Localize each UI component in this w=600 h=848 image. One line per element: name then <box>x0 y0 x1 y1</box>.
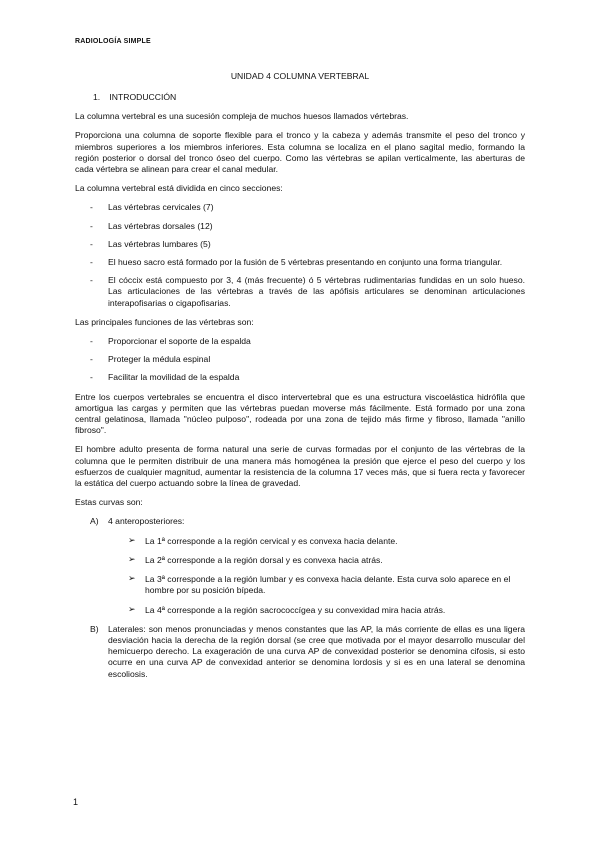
support-paragraph: Proporciona una columna de soporte flexible para el tronco y la cabeza y además transmite el peso del tronco y miembros superiores a los miembros inferiores. Esta columna se localiza en el plano sagital medio, formando la región posterior o dorsal del tronco óseo del cuerpo. Como las vértebras se apilan verticalmente, las aberturas de cada vértebra se alinean para crear el canal medular. <box>75 130 525 175</box>
curves-paragraph: El hombre adulto presenta de forma natural una serie de curvas formadas por el conjunto de las vértebras de la columna que le permiten distribuir de una manera más homogénea la presión que ejerce el peso del cuerpo y los esfuerzos de cualquier magnitud, aumentar la resistencia de la columna 17 veces más, que si fuera recta y favorecer la estática del cuerpo actuando sobre la línea de gravedad. <box>75 444 525 489</box>
arrow-bullet-icon: ➢ <box>128 534 136 545</box>
list-item: ➢ La 4ª corresponde a la región sacrococcígea y su convexidad mira hacia atrás. <box>128 603 446 615</box>
list-item: - Las vértebras lumbares (5) <box>90 238 211 249</box>
lateral-text: Laterales: son menos pronunciadas y menos constantes que las AP, la más corriente de ellas es una ligera desviación hacia la derecha de la región dorsal (se cree que motivada por el mayor desarrollo muscular del hemicuerpo derecho. La exageración de una curva AP de convexidad posterior se denomina cifosis, si esto ocurre en una curva AP de convexidad anterior se denomina lordosis y si es en una lateral se denomina escoliosis. <box>108 623 525 679</box>
list-item: ➢ La 2ª corresponde a la región dorsal y es convexa hacia atrás. <box>128 553 383 565</box>
section-label: INTRODUCCIÓN <box>109 92 177 102</box>
document-body <box>75 92 525 688</box>
list-item: ➢ La 1ª corresponde a la región cervical y es convexa hacia delante. <box>128 534 398 546</box>
list-item: - Las vértebras cervicales (7) <box>90 202 214 213</box>
list-item: ➢ La 3ª corresponde a la región lumbar y es convexa hacia delante. Esta curva solo aparece en el hombre por su posición bípeda. <box>128 573 511 596</box>
list-item: - Proporcionar el soporte de la espalda <box>90 336 251 347</box>
arrow-bullet-icon: ➢ <box>128 573 136 584</box>
functions-intro: Las principales funciones de las vértebras son: <box>75 316 254 327</box>
arrow-bullet-icon: ➢ <box>128 603 136 614</box>
item-label: 4 anteroposteriores: <box>108 516 185 527</box>
curves-intro: Estas curvas son: <box>75 497 143 508</box>
anteroposterior-heading <box>75 516 525 527</box>
unit-title: UNIDAD 4 COLUMNA VERTEBRAL <box>230 71 370 81</box>
intro-paragraph: La columna vertebral es una sucesión compleja de muchos huesos llamados vértebras. <box>75 111 409 122</box>
list-item: - Facilitar la movilidad de la espalda <box>90 372 240 383</box>
section-heading <box>93 92 525 103</box>
section-number: 1. <box>93 92 101 102</box>
item-letter: A) <box>90 516 99 527</box>
item-letter: B) <box>90 623 99 634</box>
disc-paragraph: Entre los cuerpos vertebrales se encuentra el disco intervertebral que es una estructura viscoelástica hidrófila que amortigua las cargas y permiten que las vértebras puedan moverse más fácilmente. Está formado por una zona central gelatinosa, llamada "núcleo pulposo", rodeada por una zona de tejido más firme y fibroso, llamada "anillo fibroso". <box>75 391 525 436</box>
list-item: - Proteger la médula espinal <box>90 354 211 365</box>
list-item: - Las vértebras dorsales (12) <box>90 220 213 231</box>
list-item: - El hueso sacro está formado por la fusión de 5 vértebras presentando en conjunto una forma triangular. <box>90 257 503 268</box>
running-header: RADIOLOGÍA SIMPLE <box>75 38 151 45</box>
anteroposterior-list <box>75 536 525 616</box>
functions-list <box>75 336 525 384</box>
sections-list <box>75 202 525 308</box>
arrow-bullet-icon: ➢ <box>128 553 136 564</box>
sections-intro: La columna vertebral está dividida en cinco secciones: <box>75 183 283 194</box>
lateral-item <box>75 624 525 680</box>
page-number: 1 <box>73 797 79 807</box>
list-item: - El cóccix está compuesto por 3, 4 (más frecuente) ó 5 vértebras rudimentarias fundidas en un solo hueso. Las articulaciones de las vértebras a través de las apófisis articulares se denominan articulaciones interapofisarias o cigapofisarias. <box>90 275 525 308</box>
